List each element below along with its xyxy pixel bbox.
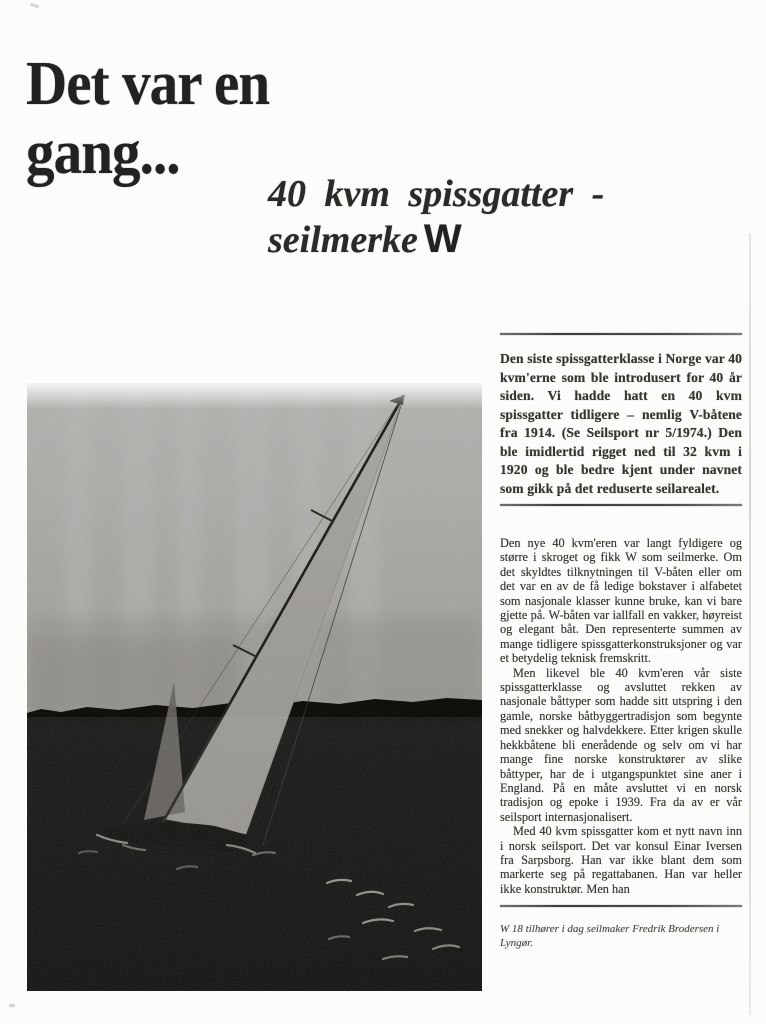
column-divider-mid [500,504,742,506]
photo-caption: W 18 tilhører i dag seilmaker Fredrik Brodersen i Lyngør. [500,923,720,950]
scan-speck [9,1004,15,1008]
body-paragraph: Den nye 40 kvm'eren var langt fyldigere og større i skroget og fikk W som seilmerke. Om det skyldtes tilknytningen til V-båten eller om det var en av de få ledige bokstaver i alfabetet som nasjonale klasser kunne bruke, kan vi bare gjette på. W-båten var iallfall en vakker, høyreist og elegant båt. Den representerte summen av mange tidligere spissgatterkonstruksjoner og var et betydelig teknisk fremskritt. [500,536,742,666]
photo-grain [27,383,482,991]
scan-edge-line [749,233,751,1015]
column-divider-bottom [500,905,742,907]
body-paragraph: Med 40 kvm spissgatter kom et nytt navn inn i norsk seilsport. Det var konsul Einar Iversen fra Sarpsborg. Han var ikke blant dem som markerte seg på regattabanen. Han var heller ikke konstruktør. Men han [500,824,742,896]
article-column [500,333,742,950]
sail-mark-letter: W [423,217,462,261]
page-title-line2: gang... [26,119,180,187]
page-title [26,50,269,188]
sailboat-photo-canvas [27,383,482,991]
scan-speck [30,3,39,9]
article-subtitle-line2 [268,217,604,263]
article-subtitle-line1: 40 kvm spissgatter - [268,173,605,215]
lead-paragraph: Den siste spissgatterklasse i Norge var 40 kvm'erne som ble introdusert for 40 år siden. Vi hadde hatt en 40 kvm spissgatter tidligere – nemlig V-båtene fra 1914. (Se Seilsport nr 5/1974.) Den ble imidlertid rigget ned til 32 kvm i 1920 og ble bedre kjent under navnet som gikk på det reduserte seilarealet. [500,351,742,496]
article-subtitle [268,172,604,263]
subtitle-word: seilmerke [268,219,418,261]
page-title-line1: Det var en [26,50,270,118]
photo-top-fade [27,383,482,409]
column-divider-top [500,333,742,335]
body-paragraph: Men likevel ble 40 kvm'eren vår siste spissgatterklasse og avsluttet rekken av nasjonale båttyper som hadde sitt utspring i den gamle, norske båtbyggertradisjon som begynte med snekker og halvdekkere. Etter krigen skulle hekkbåtene bli enerådende og selv om vi har mange fine norske konstruktører av slike båttyper, har de i utgangspunktet sine aner i England. På en måte avsluttet vi en norsk tradisjon og epoke i 1939. Fra da av er vår seilsport internasjonalisert. [500,665,742,824]
sailboat-photo [27,383,482,991]
